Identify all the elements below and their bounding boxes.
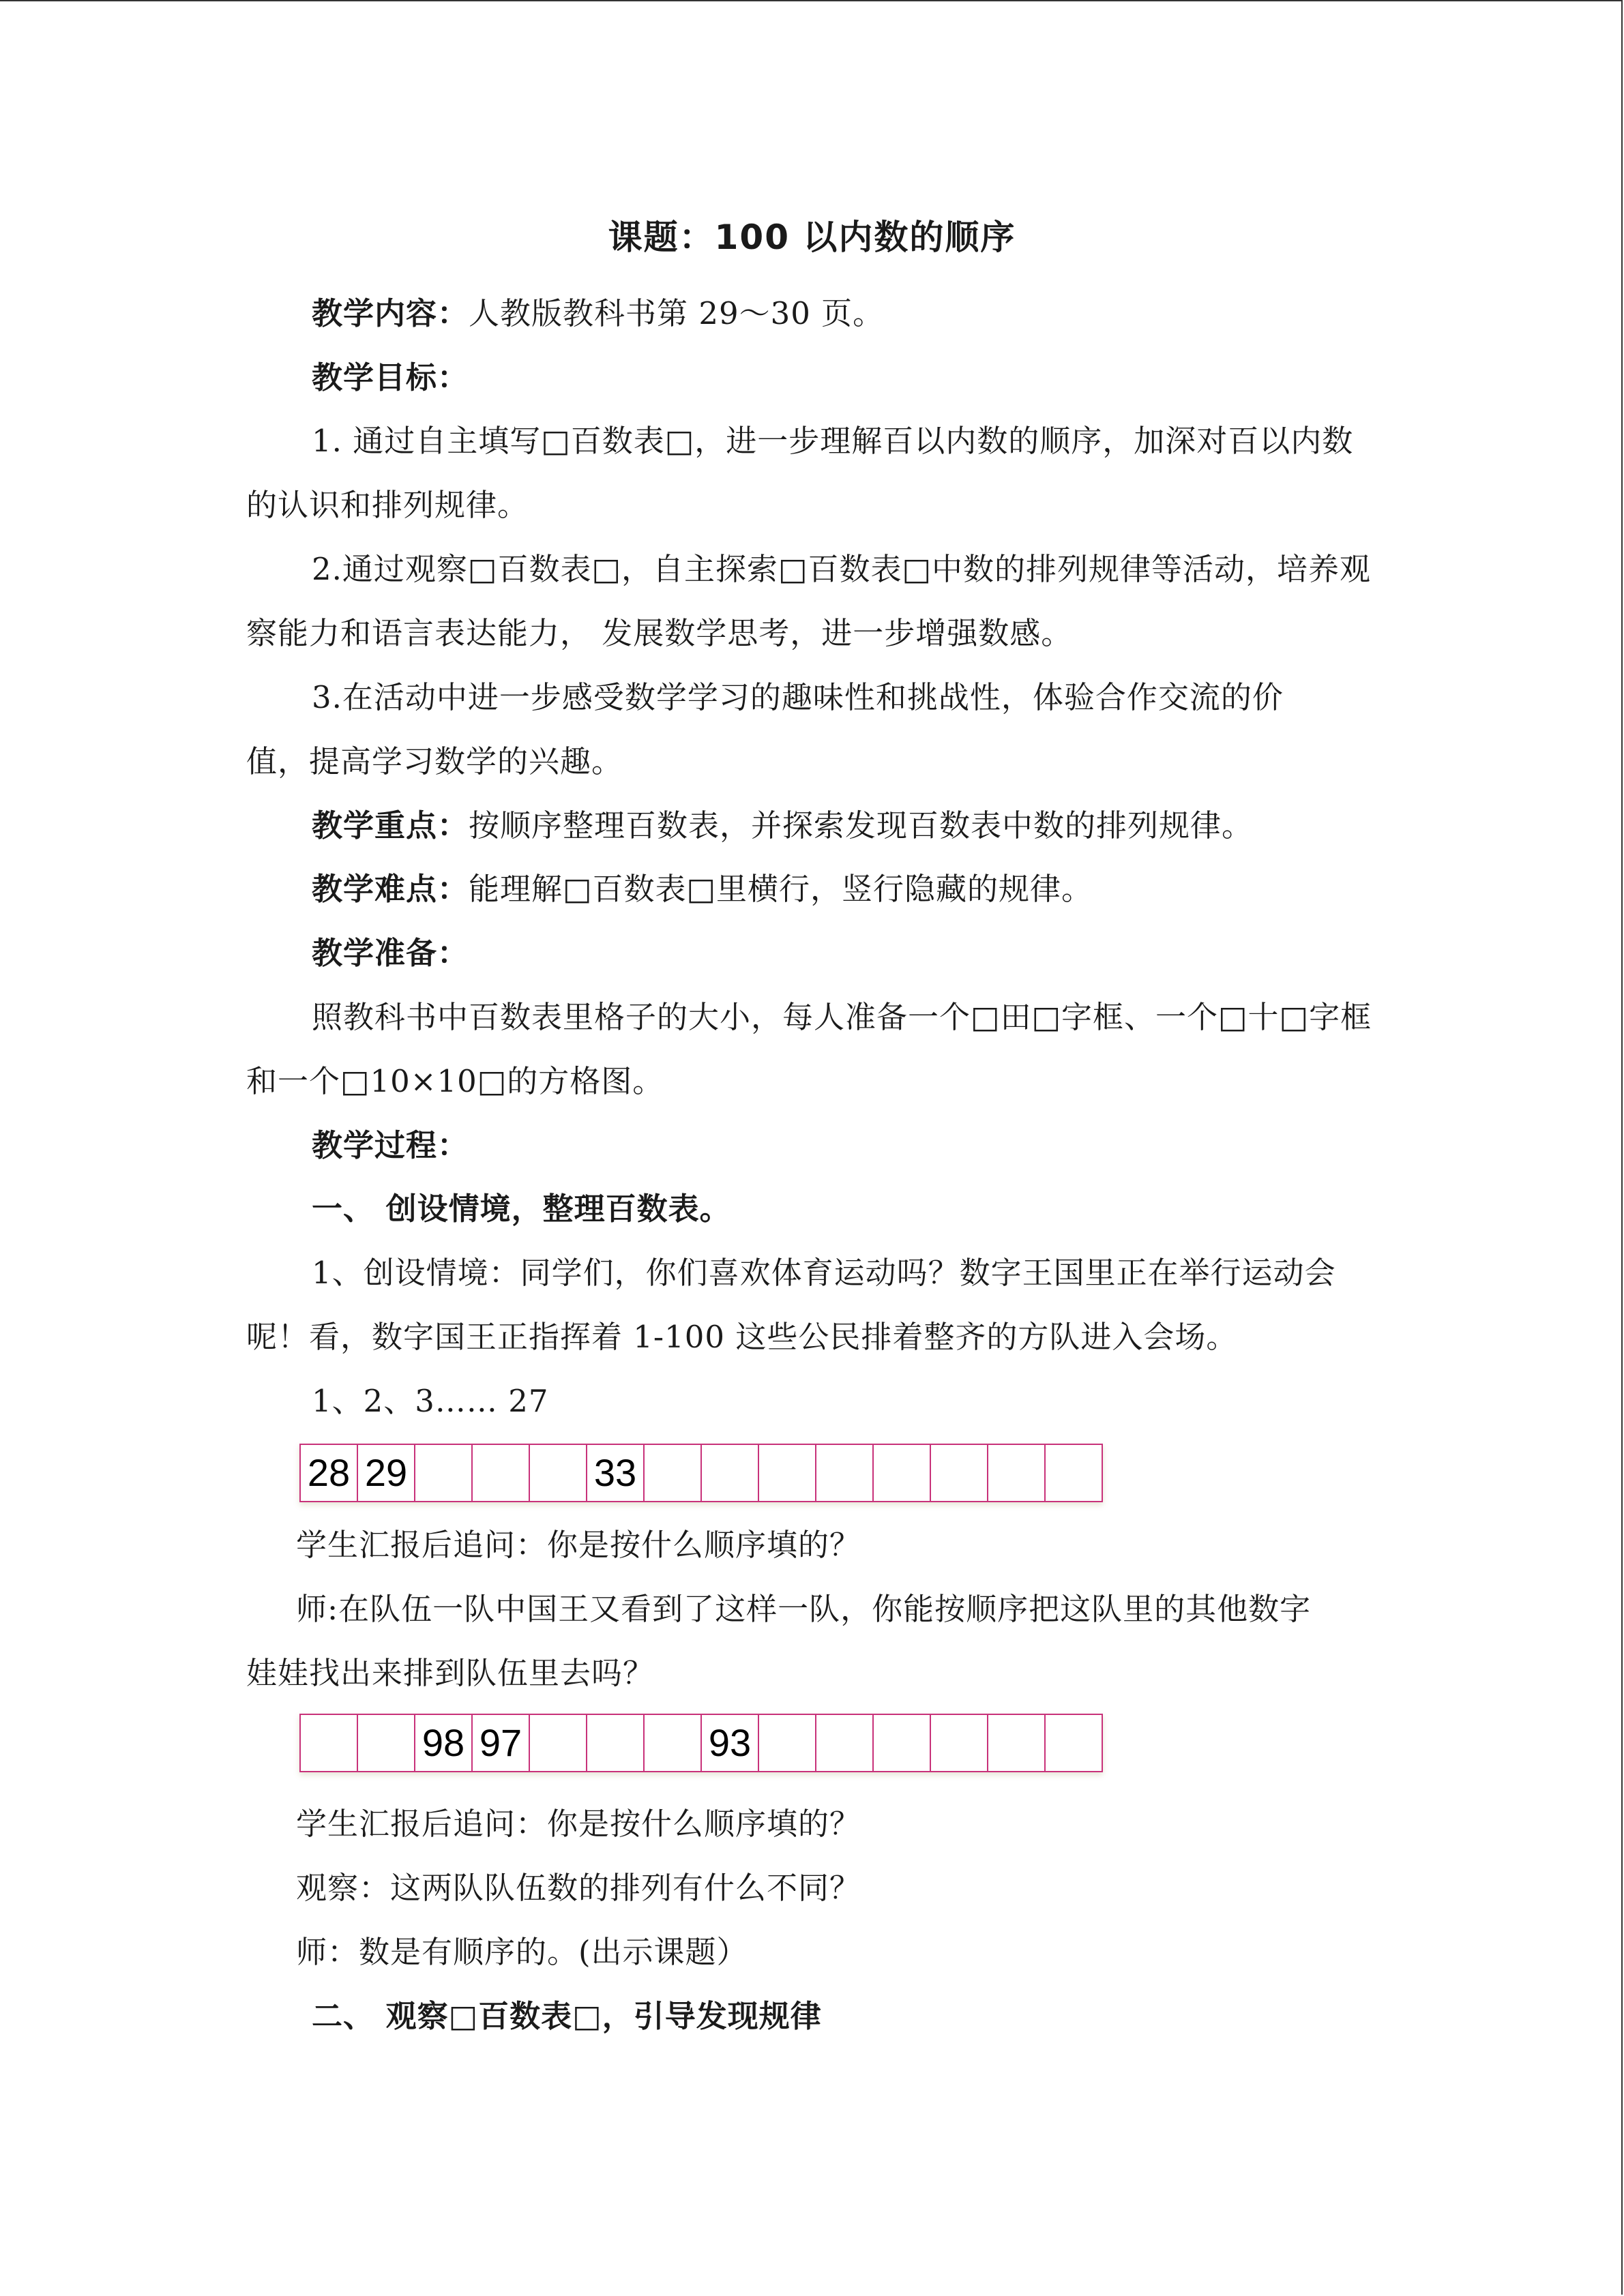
- number-cell: [645, 1444, 702, 1502]
- teacher-line-1: 师:在队伍一队中国王又看到了这样一队，你能按顺序把这队里的其他数字: [296, 1591, 1312, 1627]
- goal-2-line-2: 察能力和语言表达能力， 发展数学思考，进一步增强数感。: [246, 615, 1073, 651]
- number-cell: [931, 1444, 988, 1502]
- section-1-heading: 一、 创设情境，整理百数表。: [312, 1191, 731, 1227]
- goal-1-line-2: 的认识和排列规律。: [246, 487, 529, 523]
- difficult-point-label: 教学难点：: [312, 871, 469, 907]
- key-point-label: 教学重点：: [312, 807, 469, 844]
- number-cell: [587, 1714, 645, 1772]
- question-2: 学生汇报后追问：你是按什么顺序填的？: [296, 1806, 861, 1842]
- number-cell: [988, 1444, 1046, 1502]
- goal-3-line-2: 值，提高学习数学的兴趣。: [246, 743, 623, 779]
- goal-3-line-1: 3.在活动中进一步感受数学学习的趣味性和挑战性，体验合作交流的价: [312, 679, 1284, 715]
- content-line: [312, 293, 884, 334]
- number-cell: [530, 1444, 587, 1502]
- number-cell: [473, 1444, 530, 1502]
- number-cell: [988, 1714, 1046, 1772]
- prep-line-2: 和一个□10×10□的方格图。: [246, 1063, 664, 1099]
- difficult-point-text: 能理解□百数表□里横行，竖行隐藏的规律。: [469, 871, 1093, 907]
- number-cell: [874, 1714, 931, 1772]
- section-2-heading: 二、 观察□百数表□，引导发现规律: [312, 1998, 822, 2034]
- number-cell: [1046, 1444, 1103, 1502]
- number-cell: [759, 1444, 816, 1502]
- number-cell: 28: [301, 1444, 358, 1502]
- teacher-summary: 师：数是有顺序的。(出示课题）: [296, 1934, 748, 1970]
- number-cell: [645, 1714, 702, 1772]
- number-cell: [1046, 1714, 1103, 1772]
- scenario-line-2: 呢！看，数字国王正指挥着 1-100 这些公民排着整齐的方队进入会场。: [246, 1319, 1238, 1355]
- difficult-point-line: [312, 869, 1093, 910]
- page-title: 课题：100 以内数的顺序: [608, 218, 1016, 257]
- question-1: 学生汇报后追问：你是按什么顺序填的？: [296, 1527, 861, 1563]
- number-cell: [415, 1444, 473, 1502]
- number-cell: [358, 1714, 415, 1772]
- number-cell: [759, 1714, 816, 1772]
- key-point-text: 按顺序整理百数表，并探索发现百数表中数的排列规律。: [469, 807, 1254, 844]
- number-cell: [931, 1714, 988, 1772]
- scenario-line-1: 1、创设情境：同学们，你们喜欢体育运动吗？数字王国里正在举行运动会: [312, 1255, 1336, 1291]
- number-cell: [530, 1714, 587, 1772]
- teacher-line-2: 娃娃找出来排到队伍里去吗？: [246, 1655, 655, 1691]
- content-label: 教学内容：: [312, 295, 469, 331]
- content-text: 人教版教科书第 29～30 页。: [469, 295, 885, 331]
- number-row-2: [299, 1714, 1103, 1772]
- number-cell: [874, 1444, 931, 1502]
- number-cell: 29: [358, 1444, 415, 1502]
- number-cell: 98: [415, 1714, 473, 1772]
- goal-1-line-1: 1. 通过自主填写□百数表□，进一步理解百以内数的顺序，加深对百以内数: [312, 423, 1354, 459]
- number-row-1: [299, 1444, 1103, 1502]
- number-cell: 33: [587, 1444, 645, 1502]
- number-cell: [702, 1444, 759, 1502]
- key-point-line: [312, 805, 1253, 846]
- prep-label: 教学准备：: [312, 935, 469, 971]
- goals-label: 教学目标：: [312, 359, 469, 396]
- number-cell: [816, 1714, 874, 1772]
- observe-line: 观察：这两队队伍数的排列有什么不同？: [296, 1870, 861, 1906]
- goal-2-line-1: 2.通过观察□百数表□，自主探索□百数表□中数的排列规律等活动，培养观: [312, 551, 1372, 587]
- number-cell: [301, 1714, 358, 1772]
- prep-line-1: 照教科书中百数表里格子的大小，每人准备一个□田□字框、一个□十□字框: [312, 999, 1372, 1035]
- number-cell: 93: [702, 1714, 759, 1772]
- sequence-line: 1、2、3…… 27: [312, 1383, 549, 1419]
- number-cell: [816, 1444, 874, 1502]
- number-cell: 97: [473, 1714, 530, 1772]
- process-label: 教学过程：: [312, 1127, 469, 1163]
